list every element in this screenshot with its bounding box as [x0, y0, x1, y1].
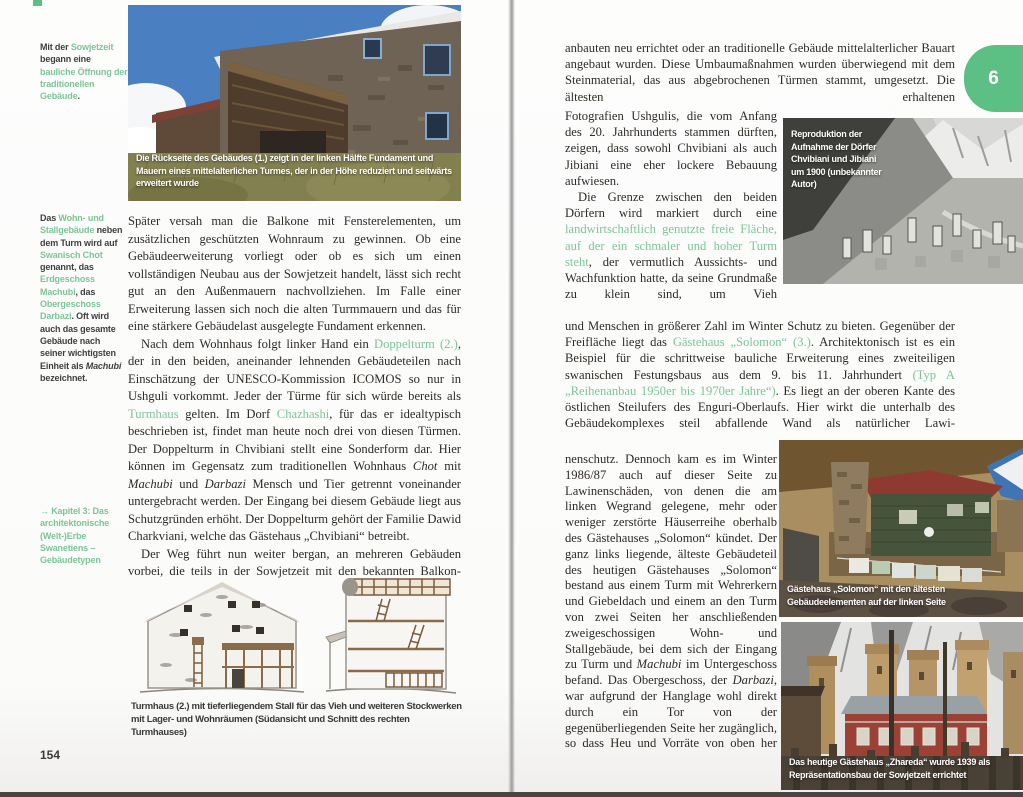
paragraph: → Kapitel 3: Das architektonische (Welt-)Erbe Swanetiens – Gebäudetypen	[40, 506, 110, 566]
left-page-body-text	[128, 213, 461, 581]
paragraph: und Menschen in größerer Zahl im Winter Schutz zu bieten. Gegenüber der Freifläche liegt das Gästehaus „Solomon“ (3.). Architektonisch ist es ein Beispiel für die schrittweise bauliche Erweiterung eines zweiteiligen swanischen Festungsbaus aus dem 9. bis 11. Jahrhundert (Typ A „Reihenanbau 1950er bis 1970er Jahre“). Es liegt an der oberen Kante des östlichen Steilufers des Enguri-Oberlaufs. Hier wirkt die unterhalb des Gebäudekomplexes steil abfallende Wand als natürlicher Lawi-	[565, 319, 955, 431]
photo-zhareda-guesthouse	[781, 622, 1023, 790]
photo-building-rear-caption: Die Rückseite des Gebäudes (1.) zeigt in der linken Hälfte Fundament und Mauern eines mittelalterlichen Turmes, der in der Höhe reduziert und seitwärts erweitert wurde	[136, 153, 452, 189]
photo-solomon-guesthouse	[779, 440, 1023, 617]
paragraph: Mit der Sowjetzeit begann eine bauliche Öffnung der traditionellen Gebäude.	[40, 42, 128, 102]
drawing-south-elevation	[136, 575, 308, 695]
photo-building-rear	[128, 5, 461, 201]
margin-note-sowjetzeit	[40, 41, 128, 102]
right-text-block-4	[565, 452, 777, 752]
paragraph: anbauten neu errichtet oder an traditionelle Gebäude mittelalterlicher Bauart angebaut wurden. Diese Umbaumaßnahmen wurden überwiegend mit dem Steinmaterial, das aus abgebrochenen Türmen stammt, umgesetzt. Die ältesten erhaltenen	[565, 41, 955, 104]
photo-solomon-caption: Gästehaus „Solomon“ mit den ältesten Gebäudeelementen auf der linken Seite	[787, 584, 946, 607]
green-edge-mark	[33, 0, 42, 6]
right-text-block-2	[565, 108, 777, 302]
page-number: 154	[40, 748, 61, 762]
page-gutter	[508, 0, 515, 792]
chapter-tab-6: 6	[964, 45, 1023, 112]
drawing-caption: Turmhaus (2.) mit tieferliegendem Stall für das Vieh und weiteren Stockwerken mit Lager- und Wohnräumen (Südansicht und Schnitt des rechten Turmhauses)	[131, 701, 462, 739]
margin-note-kapitel-link	[40, 505, 128, 566]
photo-zhareda-caption: Das heutige Gästehaus „Zhareda“ wurde 1939 als Repräsentationsbau der Sowjetzeit errichtet	[789, 757, 991, 780]
architectural-drawings	[128, 575, 461, 695]
paragraph: Nach dem Wohnhaus folgt linker Hand ein Doppelturm (2.), der in den beiden, aneinander lehnenden Gebäudeteilen nach Einschätzung der UNESCO-Kommission ICOMOS so nur in Ushguli vorkommt. Jeder der Türme für sich würde bereits als Turmhaus gelten. Im Dorf Chazhashi, für das er idealtypisch beschrieben ist, findet man heute noch drei von diesen Türmen. Der Doppelturm in Chvibiani stellt eine Sonderform dar. Hier können im Gegensatz zum traditionellen Wohnhaus Chot mit Machubi und Darbazi Mensch und Tier getrennt voneinander untergebracht werden. Der Eingang bei diesem Gebäude liegt aus Schutzgründen erhöht. Der Doppelturm gehört der Familie Dawid Charkviani, welche das Gästehaus „Chvibiani“ betreibt.	[128, 336, 461, 543]
paragraph: Später versah man die Balkone mit Fensterelementen, um zusätzlichen geschützten Wohnraum zu gewinnen. Ob eine Gebäudeerweiterung vorliegt oder ob es sich um einen vollständigen Neubau aus der Sowjetzeit handelt, lässt sich recht gut an den Außenmauern nachvollziehen. Im Falle einer Erweiterung lassen sich noch die alten Turmmauern und das für eine stärkere Gebäudelast ausgelegte Fundament erkennen.	[128, 214, 461, 333]
photo-historic-1900-caption: Reproduktion der Aufnahme der Dörfer Chvibiani und Jibiani um 1900 (unbekannter Autor)	[791, 129, 882, 190]
paragraph: nenschutz. Dennoch kam es im Winter 1986/87 auch auf dieser Seite zu Lawinenschäden, von denen die am linken Wegrand gelegene, mehr oder weniger zerstörte Häuserreihe oberhalb des Gästehauses „Solomon“ kündet. Der ganz links liegende, älteste Gebäudeteil des heutigen Gästehauses „Solomon“ bestand aus einem Turm mit Wehrerkern und Giebeldach und einem an den Turm von zwei Seiten her anschließenden zweigeschossigen Wohn- und Stallgebäude, bei dem sich der Eingang zu Turm und Machubi im Untergeschoss befand. Das Obergeschoss, der Darbazi, war aufgrund der Hanglage wohl direkt durch ein Tor von der gegenüberliegenden Seite her zugänglich, so dass Heu und Vorräte von oben her	[565, 452, 777, 751]
right-text-block-1	[565, 40, 955, 105]
right-text-block-3	[565, 318, 955, 431]
drawing-section	[324, 575, 458, 695]
paragraph: Das Wohn- und Stallgebäude neben dem Turm wird auf Swanisch Chot genannt, das Erdgeschoss Machubi, das Obergeschoss Darbazi. Oft wird auch das gesamte Gebäude nach seiner wichtigsten Einheit als Machubi bezeichnet.	[40, 213, 123, 383]
book-bottom-edge	[0, 792, 1023, 797]
paragraph: Fotografien Ushgulis, die vom Anfang des 20. Jahrhunderts stammen dürften, zeigen, dass sowohl Chvibiani als auch Jibiani eine eher lockere Bebauung aufwiesen.	[565, 109, 777, 188]
paragraph: Der Weg führt nun weiter bergan, an mehreren Gebäuden vorbei, die teils in der Sowjetzeit mit den bekannten Balkon-	[128, 546, 461, 578]
paragraph: Die Grenze zwischen den beiden Dörfern wird markiert durch eine landwirtschaftlich genutzte freie Fläche, auf der ein schmaler und hoher Turm steht, der vermutlich Aussichts- und Wachfunktion hatte, da seine Grundmaße zu klein sind, um Vieh	[565, 190, 777, 302]
photo-historic-1900	[783, 118, 1023, 284]
margin-note-machubi	[40, 212, 128, 384]
